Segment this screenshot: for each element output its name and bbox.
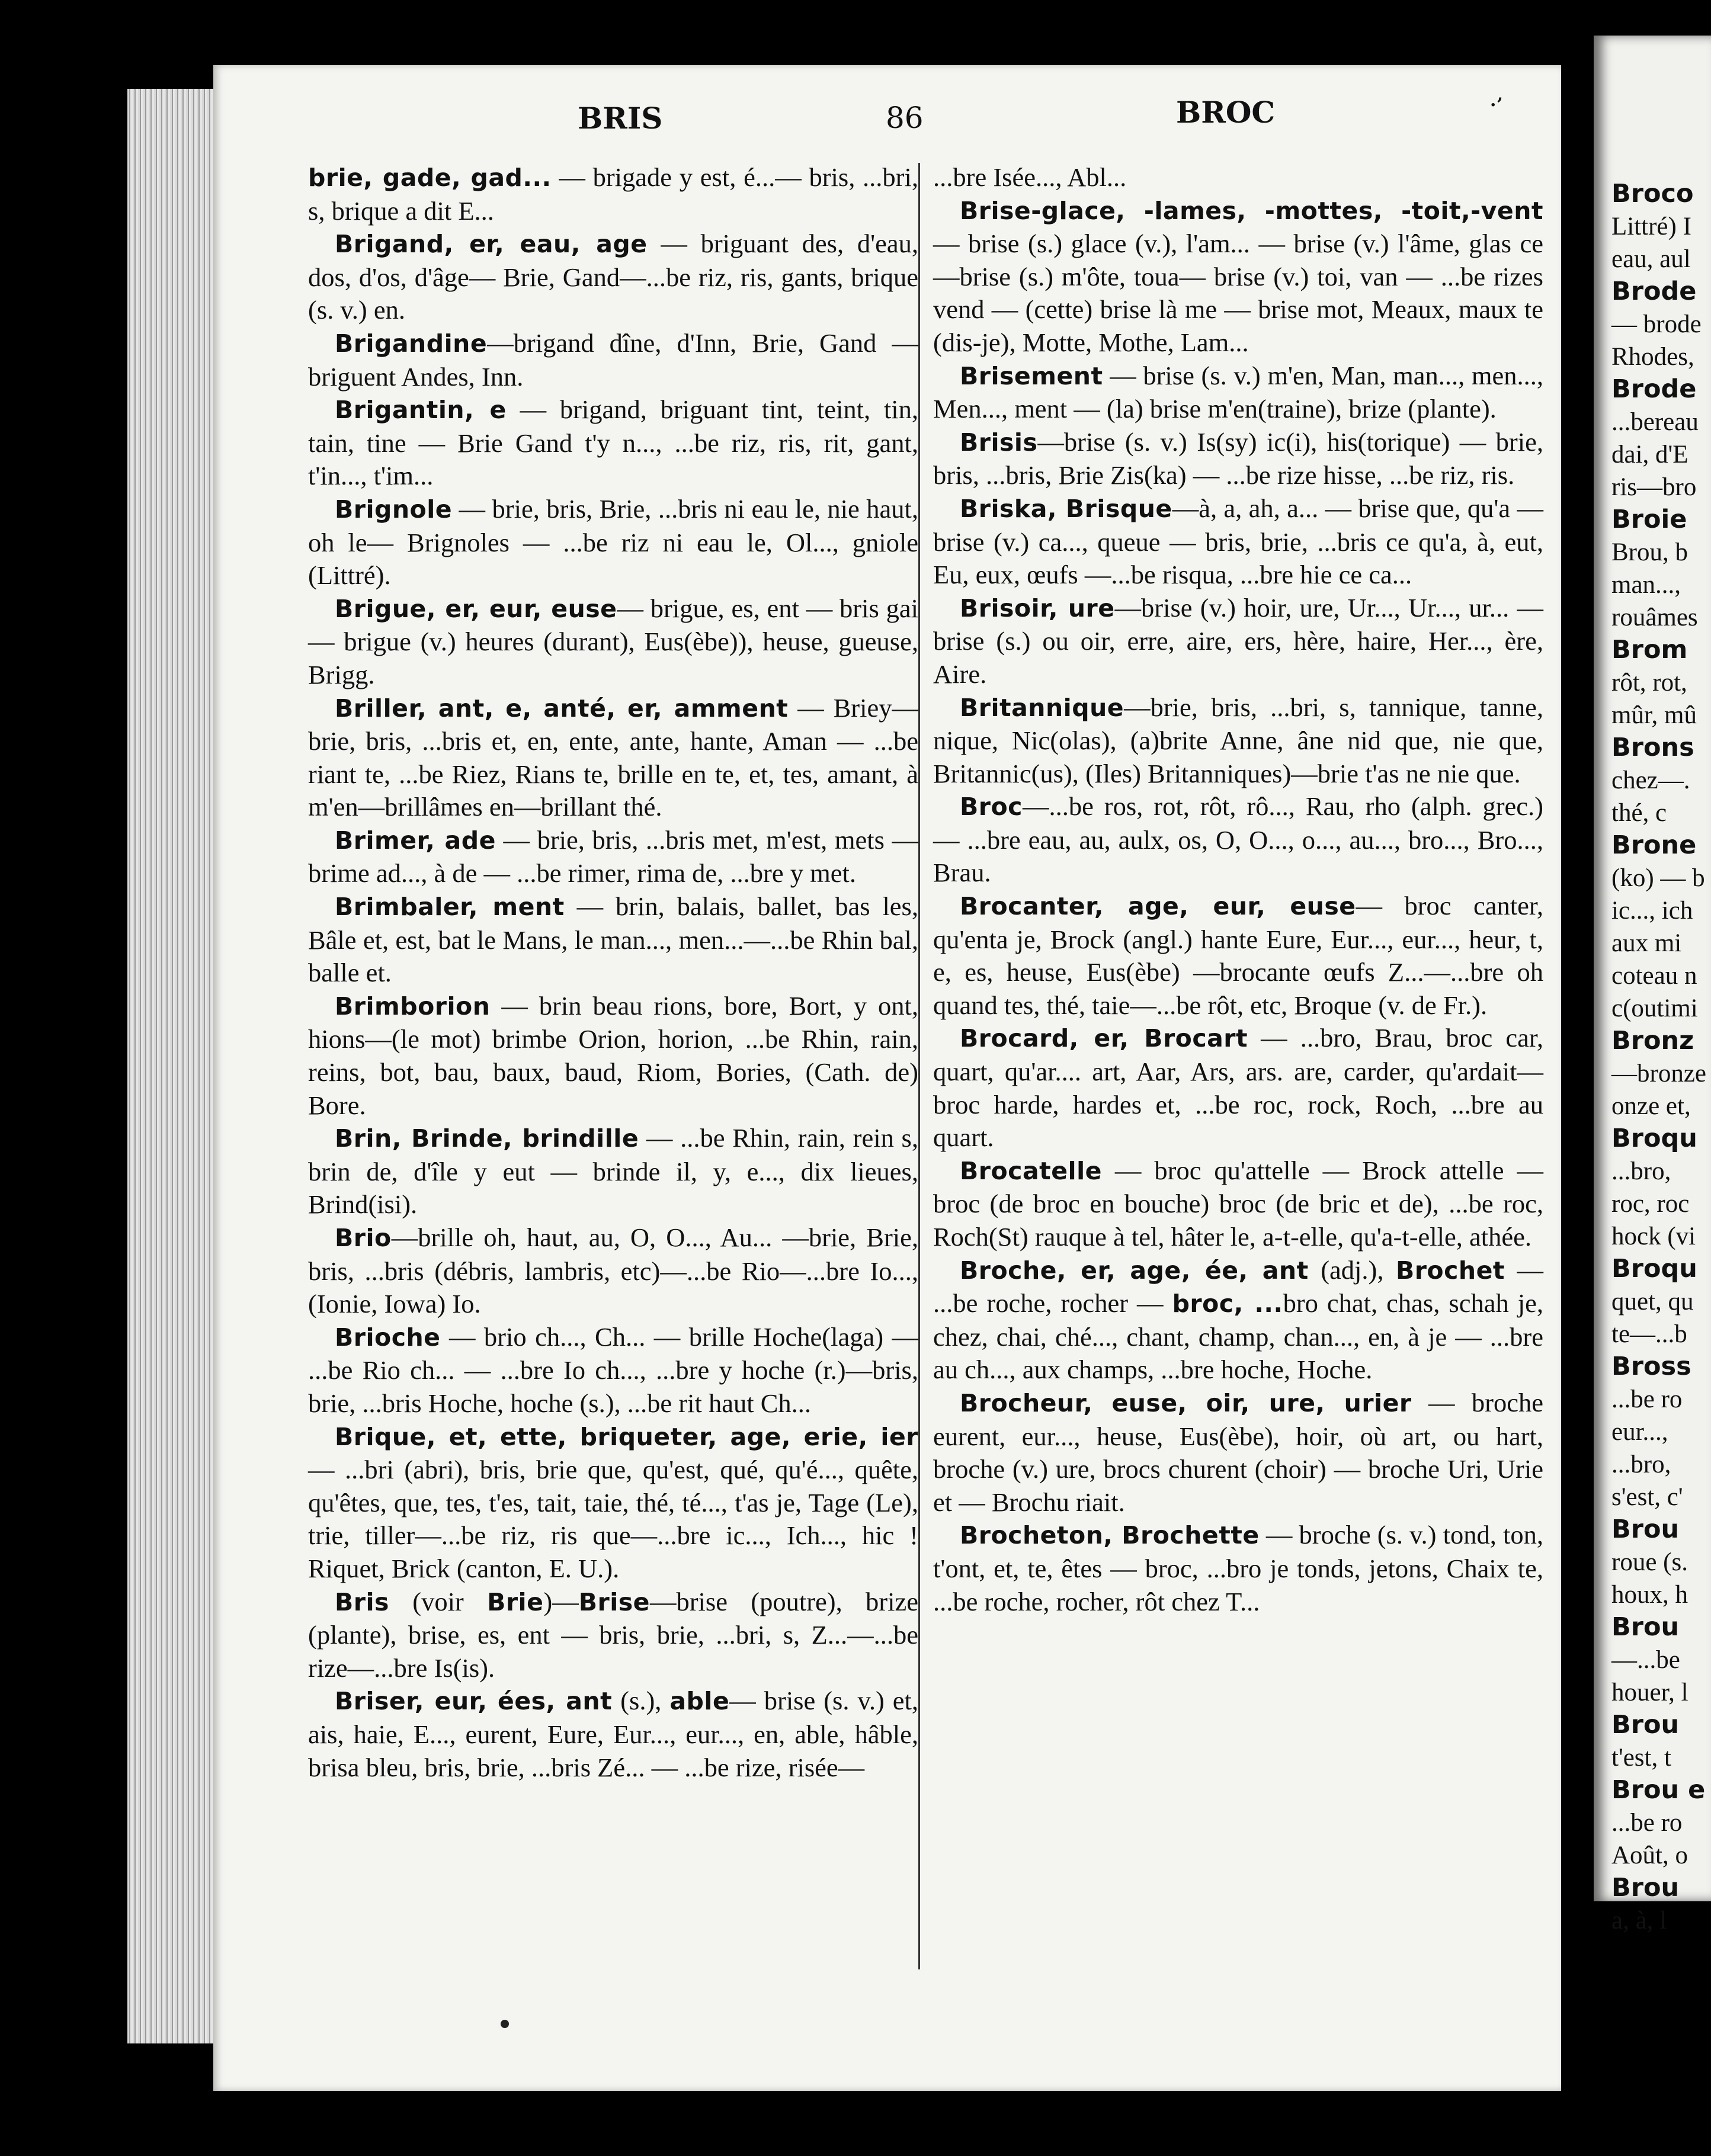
- dictionary-entry: [308, 824, 918, 890]
- entry-headword: Brise: [578, 1587, 650, 1616]
- next-page-line: Brou: [1611, 1612, 1680, 1642]
- next-page-line: a, à, l: [1611, 1907, 1667, 1934]
- entry-headword: Britannique: [960, 693, 1124, 722]
- next-page-line: Brou e: [1611, 1775, 1706, 1805]
- next-page-line: roue (s.: [1611, 1548, 1688, 1576]
- entry-text: — broc canter, qu'enta je, Brock (angl.) hante Eure, Eur..., eur..., heur, t, e, es, heuse, Eus(èbe) —brocante œufs Z...—...bre oh quand tes, thé, taie—...be rôt, etc, Broque (v. de Fr.).: [933, 891, 1543, 1020]
- entry-headword: brie, gade, gad...: [308, 163, 552, 192]
- next-page-line: Août, o: [1611, 1841, 1688, 1869]
- header-right-guideword: BROC: [1176, 95, 1276, 130]
- entry-headword: Brigand, er, eau, age: [335, 230, 648, 259]
- entry-headword: Brioche: [335, 1323, 441, 1352]
- next-page-line: ...be ro: [1611, 1809, 1683, 1837]
- page-header: [213, 95, 1561, 148]
- next-page-line: houx, h: [1611, 1581, 1688, 1609]
- dictionary-entry: [933, 161, 1543, 194]
- entry-text: — ...be roche, rocher —: [933, 1255, 1543, 1318]
- next-page-line: houer, l: [1611, 1679, 1688, 1706]
- next-page-line: Brons: [1611, 733, 1694, 762]
- next-page-line: Brom: [1611, 635, 1688, 665]
- next-page-line: hock (vi: [1611, 1223, 1696, 1250]
- entry-text: — brin beau rions, bore, Bort, y ont, hions—(le mot) brimbe Orion, horion, ...be Rhin, rain, reins, bot, bau, baux, baud, Riom, Bories, (Cath. de) Bore.: [308, 990, 918, 1120]
- entry-text: — ...bro, Brau, broc car, quart, qu'ar.... art, Aar, Ars, ars. are, carder, qu'ardait— broc harde, hardes et, ...be roc, rock, Roch, ...bre au quart.: [933, 1023, 1543, 1153]
- entry-text: —brise (v.) hoir, ure, Ur..., Ur..., ur... — brise (s.) ou oir, erre, aire, ers, hère, haire, Her..., ère, Aire.: [933, 592, 1543, 689]
- entry-text: — brin, balais, ballet, bas les, Bâle et, est, bat le Mans, le man..., men...—...be Rhin bal, balle et.: [308, 891, 919, 988]
- next-page-line: ...bro,: [1611, 1157, 1671, 1185]
- entry-text: — brigue, es, ent — bris gai — brigue (v.) heures (durant), Eus(èbe)), heuse, gueuse, Brigg.: [308, 593, 919, 689]
- entry-headword: Brigantin, e: [335, 396, 507, 425]
- next-page-line: chez—.: [1611, 766, 1690, 794]
- next-page-line: (ko) — b: [1611, 864, 1705, 892]
- entry-headword: broc, ...: [1172, 1289, 1283, 1318]
- dictionary-entry: [308, 327, 918, 393]
- dictionary-entry: [933, 492, 1543, 592]
- entry-text: — Briey—brie, bris, ...bris et, en, ente, ante, hante, Aman — ...be riant te, ...be Riez, Rians te, brille en te, et, tes, amant, à m'en—brillâmes en—brillant thé.: [308, 692, 918, 822]
- next-page-line: rouâmes: [1611, 604, 1698, 631]
- next-page-line: Broie: [1611, 505, 1687, 534]
- next-page-line: —...be: [1611, 1646, 1680, 1674]
- next-page-line: Brode: [1611, 277, 1697, 306]
- entry-headword: Brocheton, Brochette: [960, 1521, 1260, 1550]
- next-page-line: Brou, b: [1611, 538, 1688, 566]
- next-page-line: Bronz: [1611, 1026, 1694, 1055]
- next-page-line: quet, qu: [1611, 1288, 1694, 1316]
- dictionary-entry: [308, 692, 918, 824]
- entry-headword: Brise-glace, -lames, -mottes, -toit,-vent: [960, 196, 1543, 225]
- next-page-line: roc, roc: [1611, 1190, 1690, 1218]
- entry-headword: Brisis: [960, 428, 1038, 457]
- column-rule: [918, 163, 920, 1969]
- dictionary-entry: [308, 592, 918, 692]
- dictionary-entry: [308, 1122, 918, 1221]
- next-page-line: te—...b: [1611, 1320, 1687, 1348]
- next-page-line: —bronze: [1611, 1060, 1706, 1087]
- dictionary-entry: [933, 890, 1543, 1022]
- entry-text: (voir: [389, 1586, 488, 1616]
- dictionary-entry: [933, 1254, 1543, 1387]
- entry-headword: Brie: [487, 1587, 544, 1616]
- dictionary-entry: [933, 691, 1543, 791]
- dictionary-entry: [933, 1387, 1543, 1519]
- entry-headword: Brochet: [1395, 1256, 1505, 1285]
- dictionary-entry: [308, 1586, 918, 1685]
- dictionary-entry: [308, 1685, 918, 1784]
- dictionary-entry: [308, 161, 918, 227]
- entry-text: —brise (s. v.) Is(sy) ic(i), his(torique) — brie, bris, ...bris, Brie Zis(ka) — ...be rize hisse, ...be riz, ris.: [933, 426, 1543, 490]
- entry-headword: Brio: [335, 1224, 392, 1252]
- dictionary-entry: [308, 393, 918, 493]
- next-page-line: thé, c: [1611, 799, 1667, 827]
- entry-headword: Brigue, er, eur, euse: [335, 594, 617, 623]
- next-page-line: rôt, rot,: [1611, 669, 1687, 697]
- next-page-line: Brou: [1611, 1873, 1680, 1902]
- entry-headword: Brignole: [335, 495, 453, 524]
- next-page-fragments: [1594, 36, 1711, 1937]
- dictionary-entry: [933, 1519, 1543, 1618]
- entry-headword: Brimer, ade: [335, 826, 496, 855]
- dictionary-entry: [308, 1321, 918, 1420]
- next-page-edge: [1594, 36, 1711, 1934]
- next-page-line: eur...,: [1611, 1418, 1668, 1446]
- entry-headword: Brocheur, euse, oir, ure, urier: [960, 1388, 1412, 1417]
- next-page-line: Bross: [1611, 1352, 1691, 1381]
- entry-headword: Brimbaler, ment: [335, 893, 565, 922]
- next-page-line: dai, d'E: [1611, 441, 1688, 469]
- next-page-line: ris—bro: [1611, 473, 1697, 501]
- entry-text: — broc qu'attelle — Brock attelle — broc (de broc en bouche) broc (de bric et de), ...be roc, Roch(St) rauque à tel, hâter le, a-t-elle, qu'a-t-elle, athée.: [933, 1155, 1543, 1252]
- entry-text: —brie, bris, ...bri, s, tannique, tanne, nique, Nic(olas), (a)brite Anne, âne nid que, nie que, Britannic(us), (Iles) Britanniques)—brie t'as ne nie que.: [933, 692, 1543, 788]
- next-page-line: ...be ro: [1611, 1385, 1683, 1413]
- entry-text: (s.),: [612, 1686, 670, 1716]
- right-column: [933, 161, 1543, 1618]
- page-stack-edge: [127, 89, 222, 2043]
- entry-headword: Brocatelle: [960, 1156, 1102, 1185]
- dictionary-entry: [933, 1154, 1543, 1254]
- dictionary-entry: [308, 493, 918, 592]
- entry-headword: Brique, et, ette, briqueter, age, erie, ier: [335, 1422, 918, 1451]
- next-page-line: Rhodes,: [1611, 343, 1694, 371]
- next-page-line: ic..., ich: [1611, 897, 1693, 925]
- entry-headword: Briska, Brisque: [960, 494, 1172, 523]
- page-number: 86: [886, 101, 924, 135]
- next-page-line: Littré) I: [1611, 213, 1691, 240]
- next-page-line: ...bereau: [1611, 408, 1699, 436]
- entry-text: — ...bri (abri), bris, brie que, qu'est, qué, qu'é..., quête, qu'êtes, que, tes, t'es, tait, taie, thé, té..., t'as je, Tage (Le), trie, tiller—...be riz, ris que—...bre ic..., Ich..., hic ! Riquet, Brick (canton, E. U.).: [308, 1455, 918, 1583]
- entry-text: —brigand dîne, d'Inn, Brie, Gand — briguent Andes, Inn.: [308, 328, 918, 392]
- entry-headword: Brisoir, ure: [960, 593, 1115, 623]
- dictionary-entry: [308, 1221, 918, 1321]
- entry-text: )—: [543, 1586, 579, 1616]
- entry-text: — brise (s. v.) m'en, Man, man..., men..., Men..., ment — (la) brise m'en(traine), brize (plante).: [933, 360, 1543, 424]
- dictionary-entry: [933, 592, 1543, 691]
- next-page-line: eau, aul: [1611, 245, 1691, 273]
- dictionary-entry: [308, 890, 918, 990]
- next-page-line: c(outimi: [1611, 994, 1698, 1022]
- ink-speck: [501, 2020, 509, 2028]
- entry-text: — broche eurent, eur..., heuse, Eus(èbe), hoir, où art, ou hart, broche (v.) ure, brocs churent (choir) — broche Uri, Urie et — Brochu riait.: [933, 1387, 1543, 1517]
- print-mark: ·ʼ: [1490, 95, 1502, 116]
- entry-text: —brise (poutre), brize (plante), brise, es, ent — bris, brie, ...bri, s, Z...—...be rize—...bre Is(is).: [308, 1586, 918, 1683]
- entry-headword: Briser, eur, ées, ant: [335, 1687, 613, 1716]
- dictionary-entry: [933, 790, 1543, 890]
- entry-headword: Brocard, er, Brocart: [960, 1024, 1248, 1053]
- entry-text: — briguant des, d'eau, dos, d'os, d'âge— Brie, Gand—...be riz, ris, gants, brique (s. v.) en.: [308, 229, 918, 325]
- entry-text: —brille oh, haut, au, O, O..., Au... —brie, Brie, bris, ...bris (débris, lambris, etc)—...be Rio—...bre Io...,(Ionie, Iowa) Io.: [308, 1223, 918, 1319]
- next-page-line: s'est, c': [1611, 1483, 1683, 1511]
- entry-text: — ...be Rhin, rain, rein s, brin de, d'île y eut — brinde il, y, e..., dix lieues, Brind(isi).: [308, 1123, 919, 1220]
- entry-text: — brigade y est, é...— bris, ...bri, s, brique a dit E...: [308, 162, 918, 226]
- next-page-line: t'est, t: [1611, 1744, 1671, 1772]
- dictionary-entry: [933, 1022, 1543, 1154]
- entry-text: — brio ch..., Ch... — brille Hoche(laga) — ...be Rio ch... — ...bre Io ch..., ...bre y hoche (r.)—bris, brie, ...bris Hoche, hoche (s.), ...be rit haut Ch...: [308, 1321, 918, 1418]
- dictionary-entry: [308, 1420, 918, 1586]
- entry-headword: able: [669, 1687, 730, 1716]
- header-left-guideword: BRIS: [578, 101, 663, 136]
- next-page-line: Brou: [1611, 1515, 1680, 1544]
- next-page-line: Brou: [1611, 1710, 1680, 1740]
- entry-text: ...bre Isée..., Abl...: [933, 162, 1127, 192]
- entry-text: — brigand, briguant tint, teint, tin, tain, tine — Brie Gand t'y n..., ...be riz, ris, rit, gant, t'in..., t'im...: [308, 394, 918, 491]
- next-page-line: Brone: [1611, 830, 1697, 860]
- entry-headword: Brocanter, age, eur, euse: [960, 892, 1356, 921]
- next-page-line: Broqu: [1611, 1124, 1697, 1153]
- entry-headword: Brisement: [960, 361, 1103, 390]
- entry-text: — brise (s.) glace (v.), l'am... — brise (v.) l'âme, glas ce—brise (s.) m'ôte, toua— brise (v.) toi, van — ...be rizes vend — (cette) brise là me — brise mot, Meaux, maux te (dis-je), Motte, Mothe, Lam...: [933, 229, 1543, 357]
- entry-text: —...be ros, rot, rôt, rô..., Rau, rho (alph. grec.) — ...bre eau, au, aulx, os, O, O..., o..., au..., bro..., Bro..., Brau.: [933, 791, 1543, 888]
- next-page-line: Broqu: [1611, 1254, 1697, 1284]
- entry-headword: Broche, er, age, ée, ant: [960, 1256, 1309, 1285]
- next-page-line: aux mi: [1611, 929, 1682, 957]
- dictionary-entry: [308, 227, 918, 327]
- entry-text: (adj.),: [1308, 1255, 1396, 1285]
- entry-headword: Bris: [335, 1587, 389, 1616]
- entry-headword: Broc: [960, 793, 1023, 822]
- dictionary-entry: [933, 194, 1543, 360]
- entry-headword: Brin, Brinde, brindille: [335, 1124, 639, 1153]
- next-page-line: Brode: [1611, 374, 1697, 404]
- entry-headword: Brimborion: [335, 992, 491, 1021]
- next-page-line: ...bro,: [1611, 1451, 1671, 1478]
- dictionary-entry: [933, 426, 1543, 492]
- left-column: [308, 161, 918, 1784]
- entry-headword: Brigandine: [335, 329, 488, 358]
- next-page-line: onze et,: [1611, 1092, 1691, 1120]
- dictionary-entry: [933, 360, 1543, 426]
- next-page-line: Broco: [1611, 179, 1694, 208]
- entry-text: — brie, bris, Brie, ...bris ni eau le, nie haut, oh le— Brignoles — ...be riz ni eau le, Ol..., gniole (Littré).: [308, 493, 918, 591]
- entry-headword: Briller, ant, e, anté, er, amment: [335, 694, 789, 723]
- next-page-line: — brode: [1611, 310, 1702, 338]
- entry-text: — brise (s. v.) et, ais, haie, E..., eurent, Eure, Eur..., eur..., en, able, hâble, brisa bleu, bris, brie, ...bris Zé... — ...be rize, risée—: [308, 1686, 918, 1782]
- entry-text: — broche (s. v.) tond, ton, t'ont, et, te, êtes — broc, ...bro je tonds, jetons, Chaix te, ...be roche, rocher, rôt chez T...: [933, 1520, 1543, 1616]
- next-page-line: man...,: [1611, 571, 1681, 599]
- entry-text: —à, a, ah, a... — brise que, qu'a — brise (v.) ca..., queue — bris, brie, ...bris ce qu'a, à, eut, Eu, eux, œufs —...be risqua, ...bre hie ce ca...: [933, 493, 1544, 590]
- next-page-line: mûr, mû: [1611, 701, 1697, 729]
- entry-text: bro chat, chas, schah je, chez, chai, ché..., chant, champ, chan..., en, à je — ...bre au ch..., aux champs, ...bre hoche, Hoche.: [933, 1288, 1543, 1385]
- dictionary-entry: [308, 990, 918, 1122]
- next-page-line: coteau n: [1611, 962, 1697, 990]
- entry-text: — brie, bris, ...bris met, m'est, mets — brime ad..., à de — ...be rimer, rima de, ...bre y met.: [308, 824, 918, 888]
